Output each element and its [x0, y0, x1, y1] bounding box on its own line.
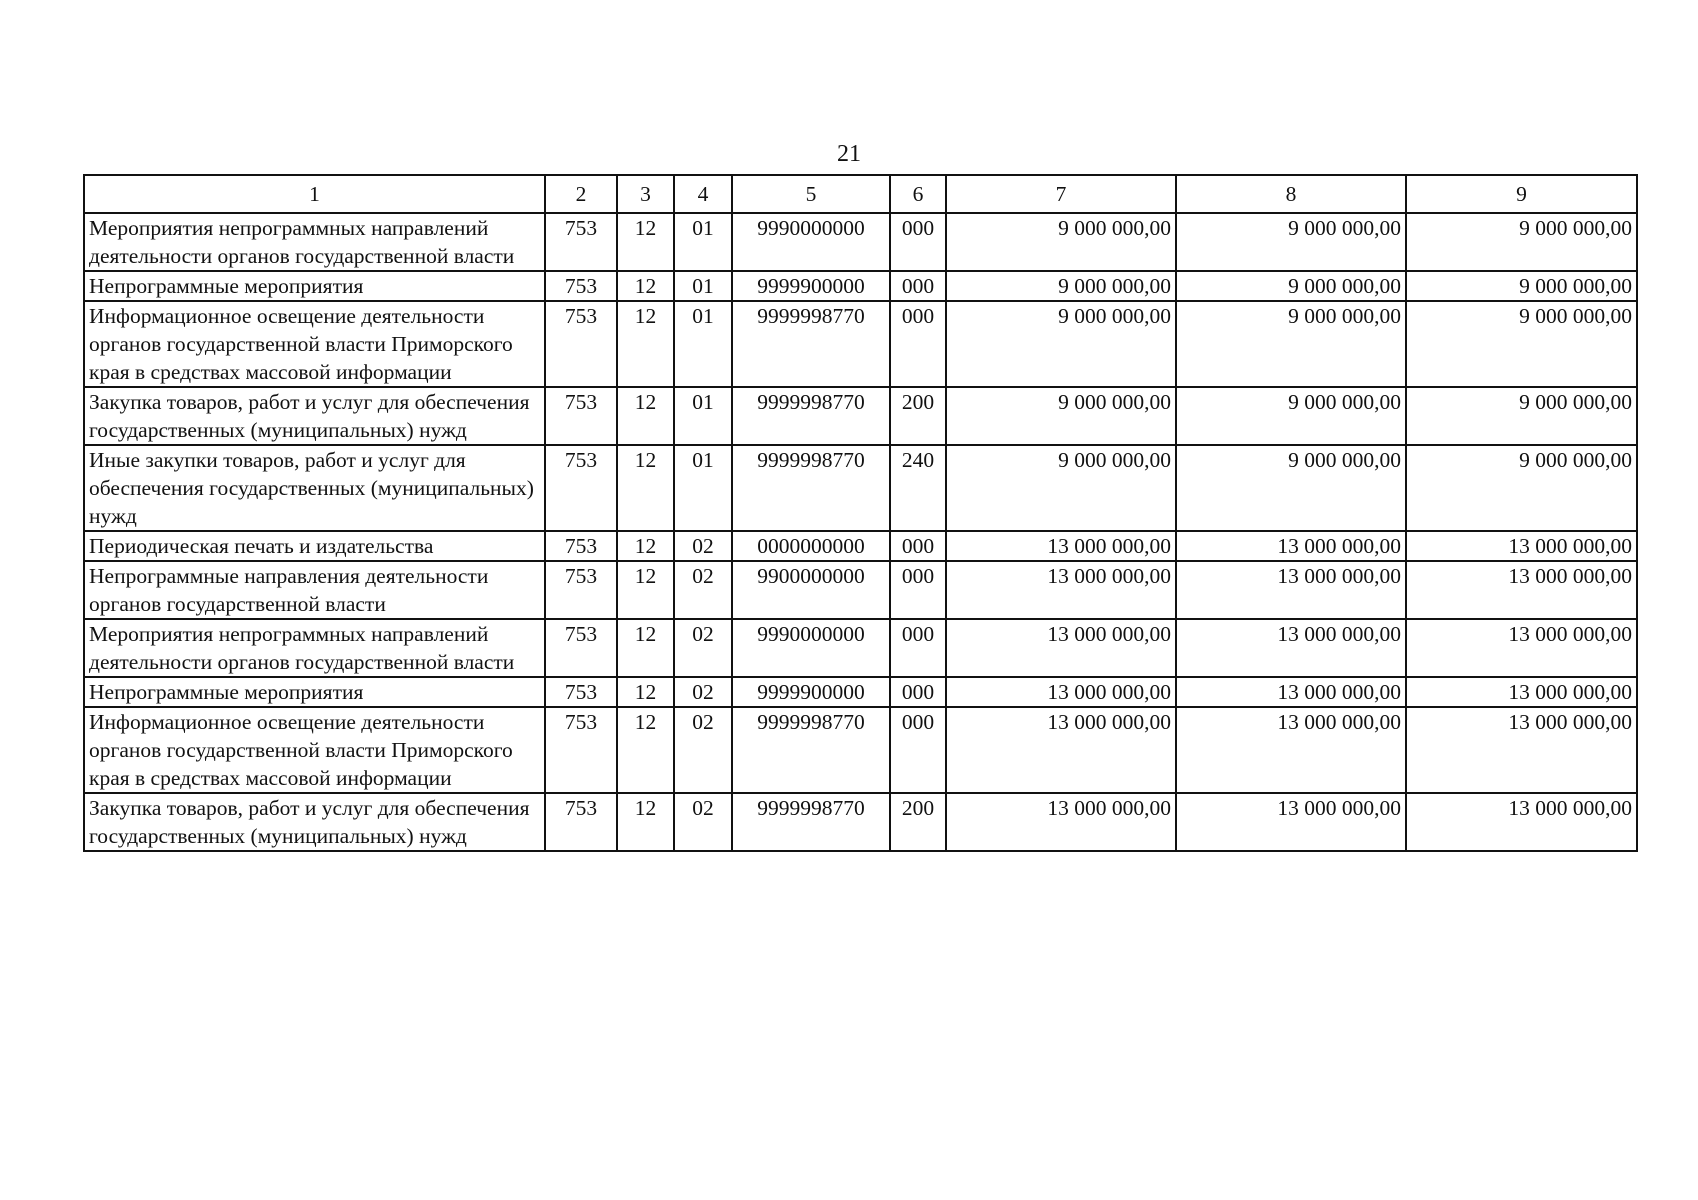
row-amount-8: 9 000 000,00: [1176, 387, 1406, 445]
row-code-5: 9999998770: [732, 793, 890, 851]
row-code-6: 000: [890, 707, 946, 793]
row-name: Информационное освещение деятельности органов государственной власти Приморского края в средствах массовой информации: [84, 707, 545, 793]
row-amount-7: 9 000 000,00: [946, 387, 1176, 445]
row-name: Закупка товаров, работ и услуг для обеспечения государственных (муниципальных) нужд: [84, 387, 545, 445]
row-amount-7: 13 000 000,00: [946, 793, 1176, 851]
row-name: Мероприятия непрограммных направлений деятельности органов государственной власти: [84, 619, 545, 677]
row-code-2: 753: [545, 531, 617, 561]
row-code-4: 02: [674, 793, 732, 851]
row-code-3: 12: [617, 445, 674, 531]
row-name: Непрограммные мероприятия: [84, 677, 545, 707]
row-code-5: 9999900000: [732, 677, 890, 707]
row-code-3: 12: [617, 677, 674, 707]
row-amount-9: 9 000 000,00: [1406, 387, 1637, 445]
row-code-5: 9999998770: [732, 445, 890, 531]
row-code-6: 200: [890, 387, 946, 445]
row-code-6: 000: [890, 271, 946, 301]
row-code-4: 02: [674, 531, 732, 561]
row-amount-7: 13 000 000,00: [946, 561, 1176, 619]
row-amount-9: 13 000 000,00: [1406, 793, 1637, 851]
column-header-7: 7: [946, 175, 1176, 213]
row-code-2: 753: [545, 213, 617, 271]
row-code-2: 753: [545, 301, 617, 387]
row-code-5: 9900000000: [732, 561, 890, 619]
row-code-5: 9999998770: [732, 301, 890, 387]
row-amount-9: 13 000 000,00: [1406, 619, 1637, 677]
column-header-3: 3: [617, 175, 674, 213]
column-header-6: 6: [890, 175, 946, 213]
row-code-3: 12: [617, 619, 674, 677]
row-code-3: 12: [617, 387, 674, 445]
table-row: [84, 619, 1637, 677]
row-name: Иные закупки товаров, работ и услуг для обеспечения государственных (муниципальных) нужд: [84, 445, 545, 531]
row-amount-7: 13 000 000,00: [946, 677, 1176, 707]
row-code-4: 01: [674, 271, 732, 301]
row-code-5: 9999998770: [732, 707, 890, 793]
row-code-2: 753: [545, 561, 617, 619]
row-code-6: 200: [890, 793, 946, 851]
page-number: 21: [837, 141, 861, 167]
row-code-6: 240: [890, 445, 946, 531]
table-row: [84, 793, 1637, 851]
column-header-9: 9: [1406, 175, 1637, 213]
row-amount-7: 13 000 000,00: [946, 707, 1176, 793]
table-row: [84, 677, 1637, 707]
row-code-4: 02: [674, 619, 732, 677]
table-row: [84, 531, 1637, 561]
column-header-5: 5: [732, 175, 890, 213]
row-amount-8: 9 000 000,00: [1176, 301, 1406, 387]
row-amount-8: 9 000 000,00: [1176, 213, 1406, 271]
row-code-2: 753: [545, 793, 617, 851]
row-amount-9: 13 000 000,00: [1406, 531, 1637, 561]
row-amount-7: 9 000 000,00: [946, 213, 1176, 271]
row-code-4: 01: [674, 301, 732, 387]
row-code-6: 000: [890, 619, 946, 677]
table-row: [84, 707, 1637, 793]
row-amount-8: 13 000 000,00: [1176, 561, 1406, 619]
row-amount-8: 13 000 000,00: [1176, 531, 1406, 561]
row-code-5: 0000000000: [732, 531, 890, 561]
row-code-5: 9990000000: [732, 619, 890, 677]
budget-table: [83, 174, 1638, 852]
row-code-3: 12: [617, 531, 674, 561]
column-header-1: 1: [84, 175, 545, 213]
row-code-3: 12: [617, 213, 674, 271]
row-amount-7: 9 000 000,00: [946, 445, 1176, 531]
row-code-3: 12: [617, 561, 674, 619]
table-row: [84, 445, 1637, 531]
row-name: Непрограммные мероприятия: [84, 271, 545, 301]
table-row: [84, 271, 1637, 301]
row-amount-8: 9 000 000,00: [1176, 445, 1406, 531]
row-code-6: 000: [890, 531, 946, 561]
header-row: [84, 175, 1637, 213]
row-amount-9: 13 000 000,00: [1406, 561, 1637, 619]
table-row: [84, 213, 1637, 271]
table-row: [84, 301, 1637, 387]
row-amount-8: 13 000 000,00: [1176, 619, 1406, 677]
column-header-8: 8: [1176, 175, 1406, 213]
row-code-4: 01: [674, 213, 732, 271]
row-name: Непрограммные направления деятельности органов государственной власти: [84, 561, 545, 619]
row-code-4: 02: [674, 677, 732, 707]
row-code-3: 12: [617, 301, 674, 387]
row-code-2: 753: [545, 271, 617, 301]
table-row: [84, 561, 1637, 619]
row-name: Закупка товаров, работ и услуг для обеспечения государственных (муниципальных) нужд: [84, 793, 545, 851]
column-header-4: 4: [674, 175, 732, 213]
row-amount-9: 9 000 000,00: [1406, 271, 1637, 301]
row-code-5: 9990000000: [732, 213, 890, 271]
row-name: Мероприятия непрограммных направлений деятельности органов государственной власти: [84, 213, 545, 271]
row-code-5: 9999900000: [732, 271, 890, 301]
row-amount-8: 13 000 000,00: [1176, 793, 1406, 851]
row-code-2: 753: [545, 387, 617, 445]
row-code-2: 753: [545, 445, 617, 531]
row-code-4: 01: [674, 445, 732, 531]
row-code-6: 000: [890, 213, 946, 271]
row-name: Периодическая печать и издательства: [84, 531, 545, 561]
row-code-4: 02: [674, 561, 732, 619]
row-amount-9: 9 000 000,00: [1406, 445, 1637, 531]
row-code-6: 000: [890, 677, 946, 707]
row-code-2: 753: [545, 677, 617, 707]
row-code-2: 753: [545, 619, 617, 677]
row-amount-8: 13 000 000,00: [1176, 677, 1406, 707]
row-amount-9: 9 000 000,00: [1406, 213, 1637, 271]
row-code-4: 02: [674, 707, 732, 793]
row-amount-7: 13 000 000,00: [946, 619, 1176, 677]
row-amount-9: 13 000 000,00: [1406, 677, 1637, 707]
row-code-4: 01: [674, 387, 732, 445]
row-amount-7: 9 000 000,00: [946, 301, 1176, 387]
row-amount-8: 9 000 000,00: [1176, 271, 1406, 301]
table-row: [84, 387, 1637, 445]
row-code-2: 753: [545, 707, 617, 793]
row-amount-9: 9 000 000,00: [1406, 301, 1637, 387]
row-code-6: 000: [890, 561, 946, 619]
row-amount-9: 13 000 000,00: [1406, 707, 1637, 793]
row-code-5: 9999998770: [732, 387, 890, 445]
row-amount-7: 9 000 000,00: [946, 271, 1176, 301]
column-header-2: 2: [545, 175, 617, 213]
row-code-3: 12: [617, 707, 674, 793]
row-amount-7: 13 000 000,00: [946, 531, 1176, 561]
row-code-3: 12: [617, 793, 674, 851]
row-code-6: 000: [890, 301, 946, 387]
row-name: Информационное освещение деятельности органов государственной власти Приморского края в средствах массовой информации: [84, 301, 545, 387]
row-code-3: 12: [617, 271, 674, 301]
row-amount-8: 13 000 000,00: [1176, 707, 1406, 793]
